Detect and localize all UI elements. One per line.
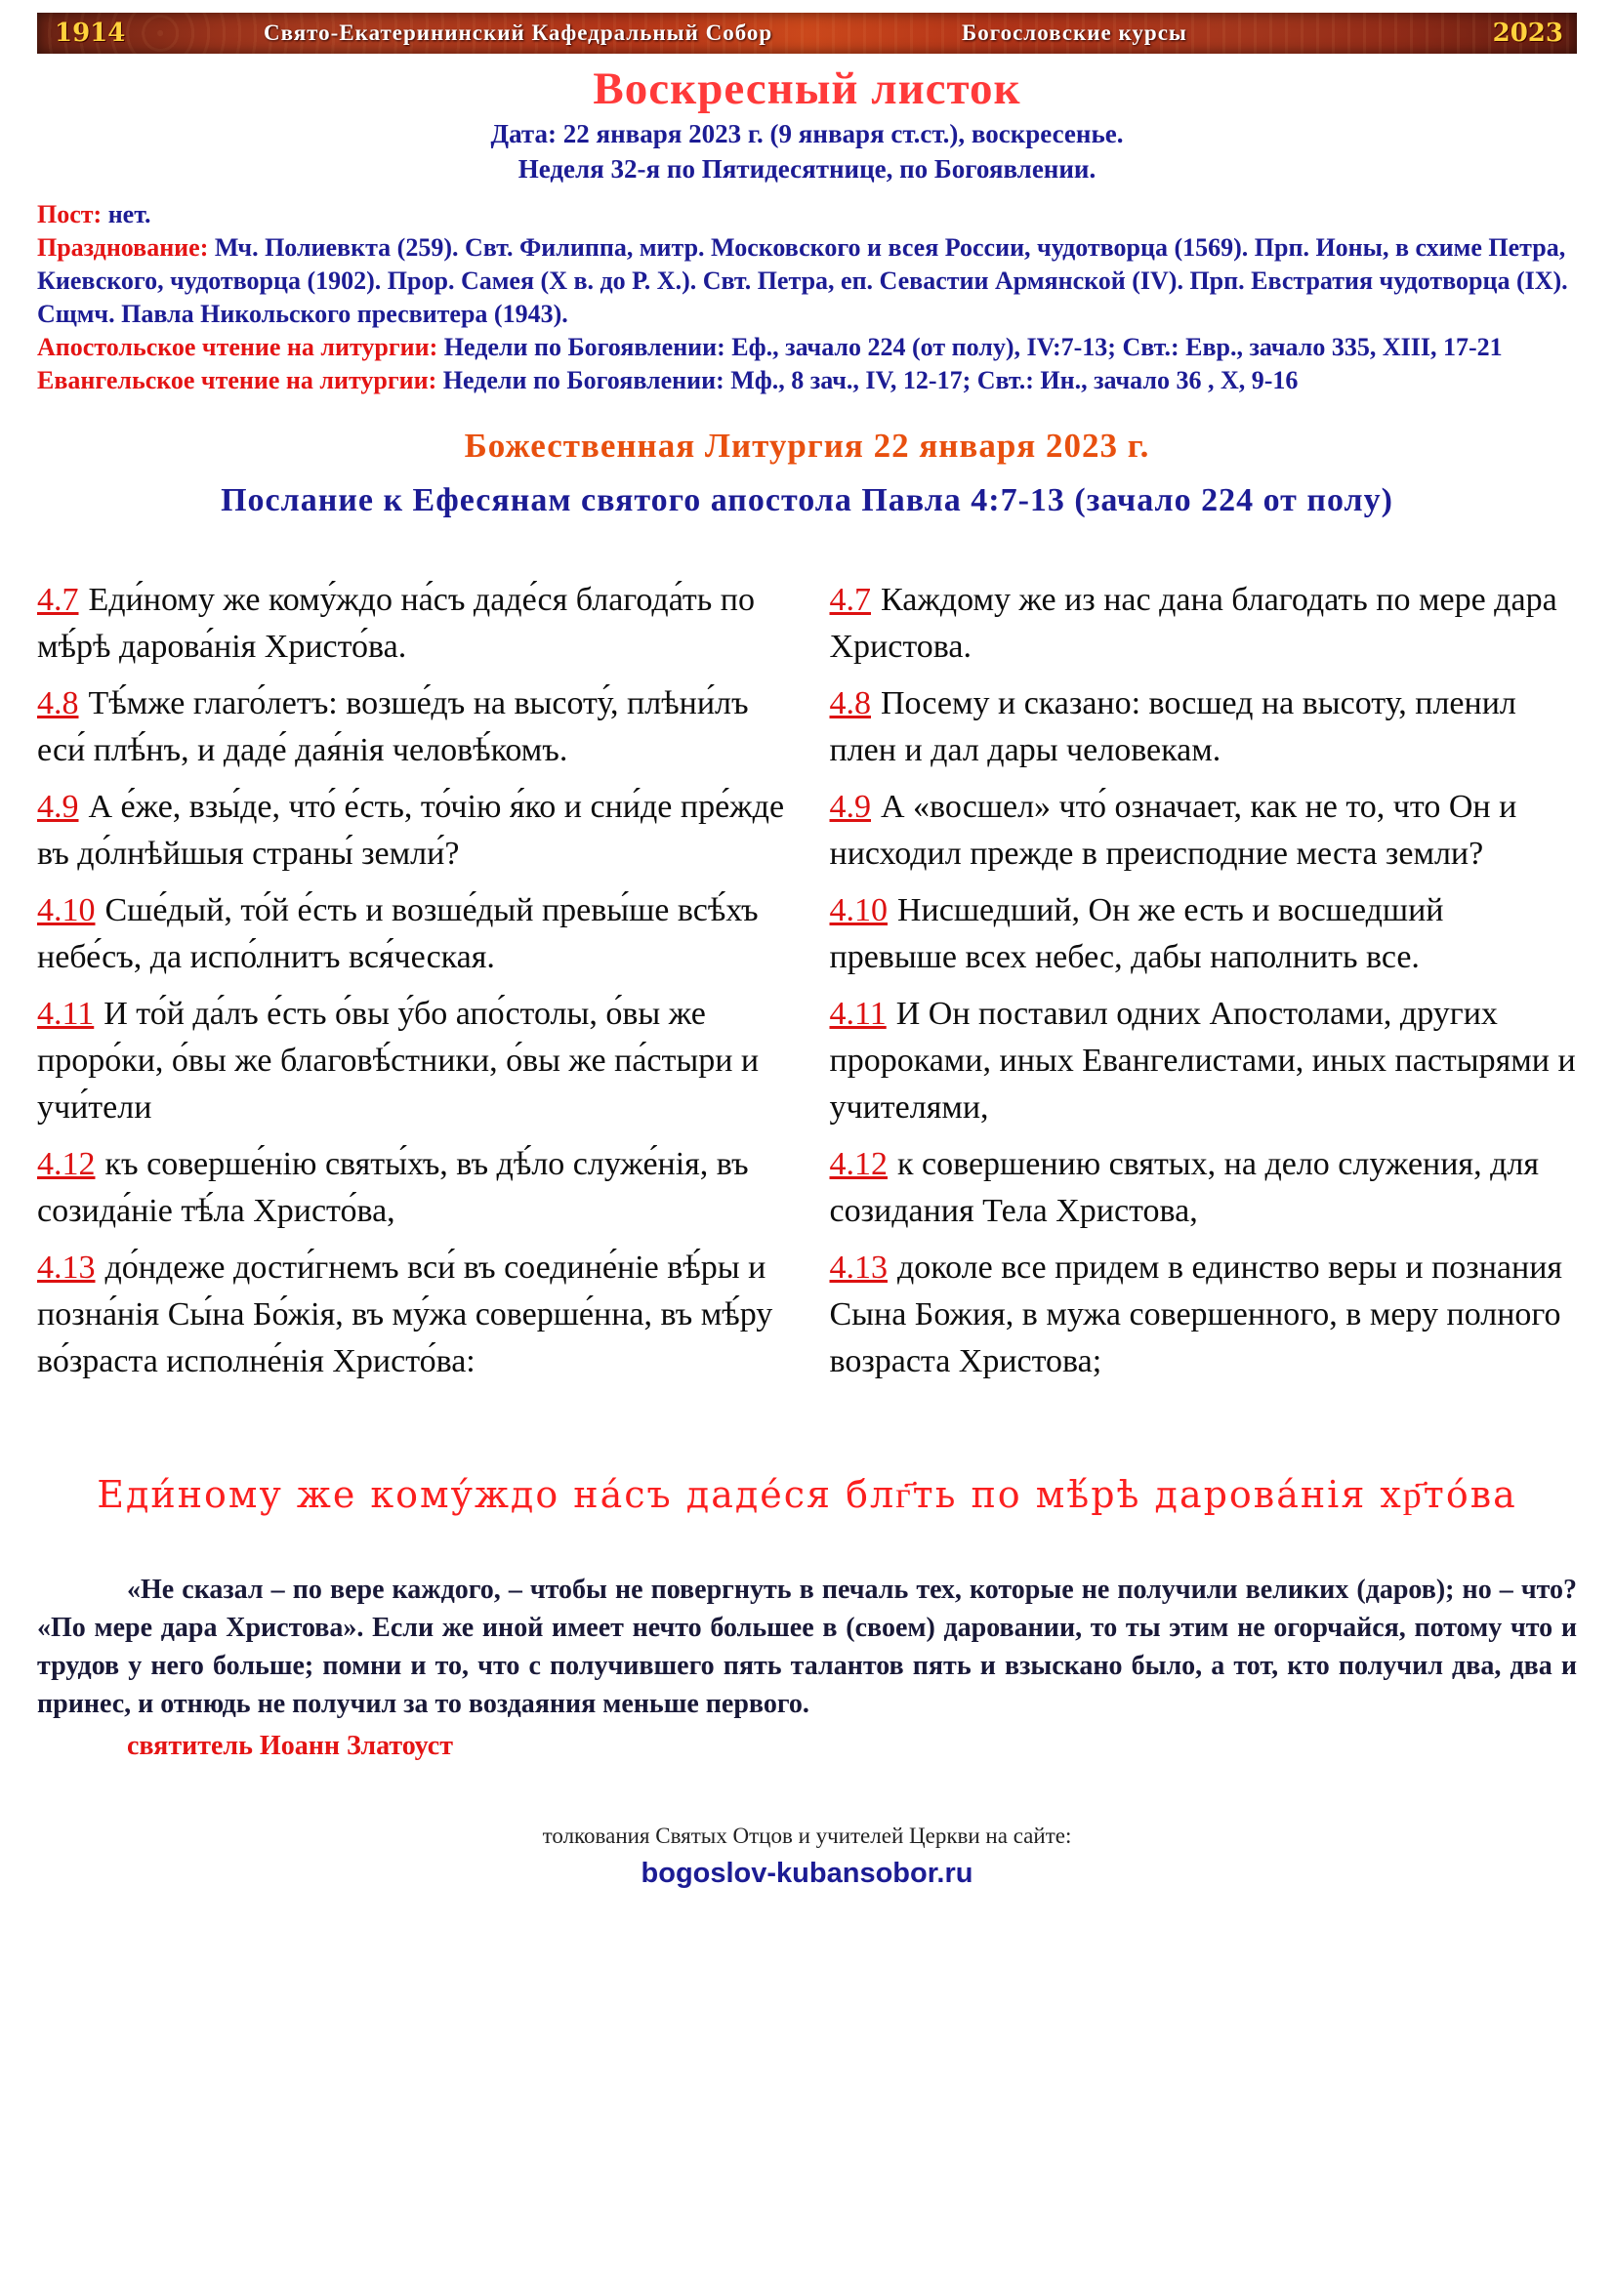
banner-cathedral-name: Свято-Екатерининский Кафедральный Собор — [264, 20, 773, 45]
header-banner — [37, 13, 1577, 54]
verse-number: 4.10 — [829, 892, 888, 928]
chrysostom-quote-block — [37, 1571, 1577, 1765]
verse-number: 4.10 — [37, 892, 96, 928]
verse-4-7-russian — [830, 577, 1578, 671]
verse-text: И то́й да́лъ е́сть о́вы у́бо апо́столы, о́вы же проро́ки, о́вы же благовѣ́стники, о́вы же па́стыри и учи́тели — [37, 996, 760, 1126]
epistle-heading: Послание к Ефесянам святого апостола Павла 4:7-13 (зачало 224 от полу) — [221, 482, 1393, 518]
verse-4-11-russian — [830, 991, 1578, 1131]
verse-4-12-russian — [830, 1141, 1578, 1235]
sunday-leaflet-page — [0, 13, 1614, 1892]
quote-author: святитель Иоанн Златоуст — [127, 1731, 453, 1761]
verse-text: Посему и сказано: восшед на высоту, пленил плен и дал дары человекам. — [829, 685, 1516, 768]
date-line: Дата: 22 января 2023 г. (9 января ст.ст.), воскресенье. — [490, 119, 1124, 148]
feast-value: Мч. Полиевкта (259). Свт. Филиппа, митр. Московского и всея России, чудотворца (1569). Прп. Ионы, в схиме Петра, Киевского, чудотворца (1902). Прор. Самея (X в. до Р. Х.). Свт. Петра, еп. Севастии Армянской (IV). Прп. Евстратия чудотворца (IX). Сщмч. Павла Никольского пресвитера (1943). — [37, 233, 1568, 328]
feast-line — [37, 231, 1577, 331]
verse-number: 4.12 — [37, 1146, 96, 1182]
gospel-reading-label: Евангельское чтение на литургии: — [37, 366, 437, 394]
verse-4-7-slavonic — [37, 577, 785, 671]
verse-4-13-slavonic — [37, 1245, 785, 1385]
quote-text: «Не сказал – по вере каждого, – чтобы не повергнуть в печаль тех, которые не получили великих (даров); но – что? «По мере дара Христова». Если же иной имеет нечто большее в (своем) даровании, то ты этим не огорчайся, потому что и трудов у него больше; помни и то, что с получившего пять талантов пять и взыскано было, а тот, кто получил два, два и принес, и отнюдь не получил за то воздаяния меньше первого. — [37, 1575, 1577, 1719]
verse-text: Сше́дый, то́й е́сть и возше́дый превы́ше всѣ́хъ небе́съ, да испо́лнитъ вся́ческая. — [37, 892, 759, 975]
verse-4-8-russian — [830, 680, 1578, 774]
verse-text: Нисшедший, Он же есть и восшедший превыше всех небес, дабы наполнить все. — [829, 892, 1444, 975]
week-line: Неделя 32-я по Пятидесятнице, по Богоявлении. — [517, 154, 1097, 184]
verse-text: Каждому же из нас дана благодать по мере дара Христова. — [829, 582, 1557, 665]
fast-value: нет. — [107, 200, 151, 228]
verse-number: 4.11 — [829, 996, 887, 1032]
verse-number: 4.7 — [37, 582, 79, 618]
verse-number: 4.7 — [829, 582, 871, 618]
gospel-reading-value: Недели по Богоявлении: Мф., 8 зач., IV, 12-17; Свт.: Ин., зачало 36 , X, 9-16 — [442, 366, 1299, 394]
fast-line — [37, 198, 1577, 231]
feast-label: Празднование: — [37, 233, 209, 262]
verse-number: 4.13 — [37, 1250, 96, 1286]
footer-note: толкования Святых Отцов и учителей Церкви на сайте: — [542, 1824, 1072, 1848]
verse-number: 4.8 — [37, 685, 79, 721]
verse-text: А «восшел» что́ означает, как не то, что Он и нисходил прежде в преисподние места земли? — [829, 789, 1517, 872]
verse-text: А е́же, взы́де, что́ е́сть, то́чію я́ко и сни́де пре́жде въ до́лнѣйшыя страны́ земли́? — [37, 789, 785, 872]
banner-theological-courses: Богословские курсы — [962, 20, 1187, 45]
calendar-info-block — [37, 198, 1577, 397]
verse-text: к совершению святых, на дело служения, для созидания Тела Христова, — [829, 1146, 1539, 1229]
verse-4-10-slavonic — [37, 887, 785, 981]
epistle-reading-label: Апостольское чтение на литургии: — [37, 333, 438, 361]
verse-4-9-russian — [830, 784, 1578, 878]
website-link[interactable]: bogoslov-kubansobor.ru — [641, 1858, 973, 1889]
verse-text: къ соверше́нію святы́хъ, въ дѣ́ло служе́нія, въ созида́ніе тѣ́ла Христо́ва, — [37, 1146, 749, 1229]
banner-year-current: 2023 — [1492, 19, 1563, 48]
verse-number: 4.11 — [37, 996, 95, 1032]
verse-text: Еди́ному же кому́ждо на́съ даде́ся благода́ть по мѣ́рѣ дарова́нія Христо́ва. — [37, 582, 755, 665]
verse-number: 4.8 — [829, 685, 871, 721]
epistle-reading-line — [37, 331, 1577, 364]
page-footer — [0, 1822, 1614, 1892]
epistle-reading-value: Недели по Богоявлении: Еф., зачало 224 (от полу), IV:7-13; Свт.: Евр., зачало 335, XIII, 17-21 — [443, 333, 1503, 361]
leaflet-title: Воскресный листок — [593, 63, 1021, 114]
verse-text: до́ндеже дости́гнемъ вси́ въ соедине́ніе вѣ́ры и позна́нія Сы́на Бо́жія, въ му́жа соверше́нна, въ мѣ́ру во́зраста исполне́нія Христо́ва: — [37, 1250, 773, 1379]
verse-4-10-russian — [830, 887, 1578, 981]
verse-number: 4.13 — [829, 1250, 888, 1286]
verse-number: 4.9 — [829, 789, 871, 825]
banner-year-founded: 1914 — [55, 19, 126, 48]
liturgy-heading: Божественная Литургия 22 января 2023 г. — [464, 427, 1150, 465]
verse-4-9-slavonic — [37, 784, 785, 878]
verse-4-11-slavonic — [37, 991, 785, 1131]
fast-label: Пост: — [37, 200, 103, 228]
epistle-verse-columns — [37, 577, 1577, 1385]
verse-number: 4.9 — [37, 789, 79, 825]
verse-text: доколе все придем в единство веры и познания Сына Божия, в мужа совершенного, в меру полного возраста Христова; — [829, 1250, 1563, 1379]
verse-4-8-slavonic — [37, 680, 785, 774]
verse-text: Тѣ́мже глаго́летъ: возше́дъ на высоту́, плѣни́лъ еси́ плѣ́нъ, и даде́ дая́нія человѣ́комъ. — [37, 685, 749, 768]
verse-text: И Он поставил одних Апостолами, других пророками, иных Евангелистами, иных пастырями и учителями, — [829, 996, 1576, 1126]
verse-number: 4.12 — [829, 1146, 888, 1182]
verse-4-12-slavonic — [37, 1141, 785, 1235]
verse-4-13-russian — [830, 1245, 1578, 1385]
church-slavonic-ornament-line: Еди́ному же кому́ждо на́съ даде́ся блг҃ть по мѣ́рѣ дарова́нія хр҃то́ва — [97, 1473, 1517, 1516]
gospel-reading-line — [37, 364, 1577, 397]
